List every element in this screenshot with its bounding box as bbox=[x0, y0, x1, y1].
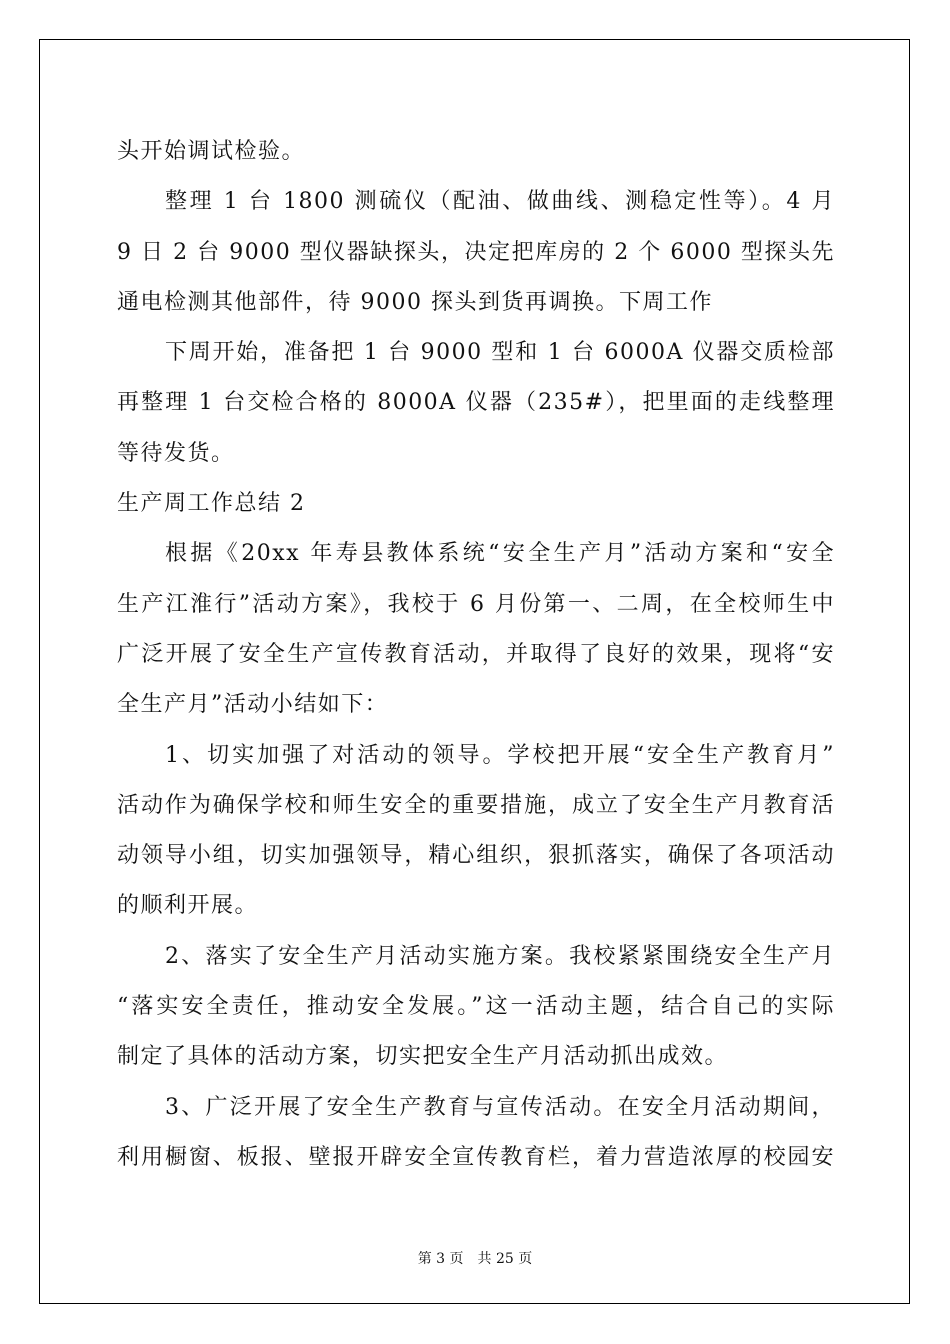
text-line: 生产周工作总结 2 bbox=[117, 491, 306, 517]
text-line: 生产江淮行”活动方案》，我校于 6 月份第一、二周，在全校师生中 bbox=[117, 591, 835, 617]
text-line: 等待发货。 bbox=[117, 440, 235, 466]
text-line: 9 日 2 台 9000 型仪器缺探头，决定把库房的 2 个 6000 型探头先 bbox=[117, 239, 835, 265]
text-line: 头开始调试检验。 bbox=[117, 139, 306, 164]
text-line: 广泛开展了安全生产宣传教育活动，并取得了良好的效果，现将“安 bbox=[117, 641, 835, 667]
text-line: 3、广泛开展了安全生产教育与宣传活动。在安全月活动期间， bbox=[165, 1094, 835, 1120]
document-body bbox=[117, 127, 835, 1183]
text-line: 通电检测其他部件，待 9000 探头到货再调换。下周工作 bbox=[117, 289, 713, 315]
text-line: 下周开始，准备把 1 台 9000 型和 1 台 6000A 仪器交质检部 bbox=[165, 340, 835, 366]
page-total: 共 25 页 bbox=[477, 1251, 533, 1267]
text-line: 活动作为确保学校和师生安全的重要措施，成立了安全生产月教育活 bbox=[117, 792, 835, 818]
text-line: 1、切实加强了对活动的领导。学校把开展“安全生产教育月” bbox=[165, 742, 835, 768]
text-line: 制定了具体的活动方案，切实把安全生产月活动抓出成效。 bbox=[117, 1044, 729, 1070]
text-line: 2、落实了安全生产月活动实施方案。我校紧紧围绕安全生产月 bbox=[165, 943, 835, 969]
page-footer bbox=[0, 1248, 950, 1268]
page-number: 第 3 页 bbox=[417, 1251, 464, 1267]
text-line: 全生产月”活动小结如下： bbox=[117, 692, 389, 718]
text-line: “落实安全责任，推动安全发展。”这一活动主题，结合自己的实际 bbox=[117, 994, 835, 1020]
text-line: 再整理 1 台交检合格的 8000A 仪器（235#），把里面的走线整理 bbox=[117, 390, 835, 416]
text-line: 动领导小组，切实加强领导，精心组织，狠抓落实，确保了各项活动 bbox=[117, 843, 835, 869]
text-line: 根据《20xx 年寿县教体系统“安全生产月”活动方案和“安全 bbox=[165, 541, 835, 567]
text-line: 整理 1 台 1800 测硫仪（配油、做曲线、测稳定性等）。4 月 bbox=[165, 189, 835, 215]
text-line: 的顺利开展。 bbox=[117, 893, 259, 919]
text-line: 利用橱窗、板报、壁报开辟安全宣传教育栏，着力营造浓厚的校园安 bbox=[117, 1144, 835, 1170]
